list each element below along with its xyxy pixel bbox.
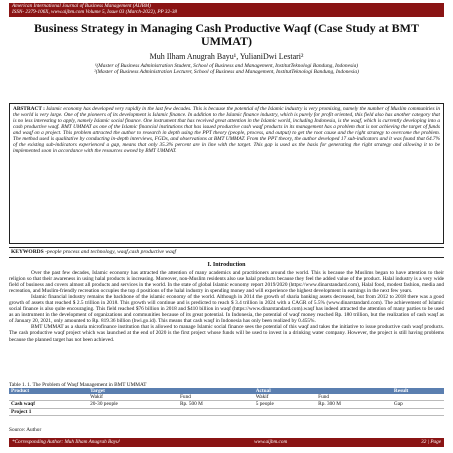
paragraph: Over the past few decades, Islamic economy has attracted the attention of many academics and practitioners around the world. This is because the Muslims began to have attention to their religion so that their awareness in using halal products is increasing. Moreover, non-Muslim residents also use halal products because they feel the added value of the product. Halal industry is a very wide field of business and covers almost all products and services in the world. In the state of global Islamic economy report 2019/2020 (https://www.dinarstandard.com), Halal food, modest fashion, media and recreation, and Muslim-friendly recreation occupies the top 4 positions of the halal industry in spending money and will experience the highest development in earnings in the next few years. [9, 270, 444, 295]
table-cell [316, 408, 392, 415]
table-cell [9, 394, 88, 401]
table-header-cell: Product [9, 388, 88, 394]
table-cell [178, 408, 254, 415]
keywords-line [9, 247, 444, 258]
journal-footer-band [9, 438, 444, 447]
journal-issn: ISSN- 2379-106X, www.aijbm.com Volume 5, Issue 03 (March-2022), PP 32-38 [12, 9, 178, 16]
paper-authors: Muh Ilham Anugrah Bayu¹, YulianiDwi Lestari² [149, 52, 304, 61]
journal-name: American International Journal of Business Management (AIJBM) [12, 3, 151, 9]
waqf-table [9, 388, 444, 416]
table-cell: 20-30 people [88, 401, 178, 408]
abstract-label: ABSTRACT : [13, 106, 45, 112]
table-cell: Fund [316, 394, 392, 401]
table-cell: Fund [178, 394, 254, 401]
body-text [9, 270, 444, 343]
abstract-box [9, 103, 444, 244]
journal-header-band [9, 3, 444, 17]
affiliations [9, 63, 444, 75]
table-subheader-row [9, 394, 444, 401]
table-source: Source: Author [9, 427, 42, 433]
abstract-text: Islamic economy has developed very rapidly in the last few decades. This is because the potential of the Islamic industry is very promising, namely the number of Muslim communities in the world is very large. One of the pioneers of its development is Islamic finance. In addition to the Islamic finance industry, which is purely for profit oriented, this field also has another category that is no less interesting to apply, namely Islamic social finance. One instrument that has received great attention in the Islamic world, including Indonesia, is the waqf, which is currently developing into a cash productive waqf. BMT UMMAT as one of the Islamic financial institutions that has issued productive cash waqf products in its management has a problem that is not achieving the target of funds and waqf on a project. This problem attracted the author to research in depth using the PPT theory (people, process, and output) to get the root cause and the right strategy to overcome the problem. The method used is qualitative by conducting in-depth interviews, FGDs, and observations at BMT UMMAT. From the PPT theory, the author developed 17 sub-indicators and it was found that 64.7% of the existing sub-indicators experienced a gap, means that only 35.3% percent are in line with the target. This gap is used as the basis for generating the right strategy and allowing it to be implemented soon in accordance with the resources owned by BMT UMMAT. [13, 106, 441, 155]
table-caption: Table 1. 1. The Problem of Waqf Management in BMT UMMAT [9, 382, 147, 388]
table-cell: Wakif [88, 394, 178, 401]
table-header-cell: Target [88, 388, 254, 394]
table-cell: Cash waqf [9, 401, 88, 408]
table-cell [392, 394, 444, 401]
table-row [9, 408, 444, 415]
corresponding-author: *Corresponding Author: Muh Ilham Anugrah Bayu¹ [12, 439, 121, 446]
paragraph: Islamic financial industry remains the backbone of the islamic economy of the world. Although in 2014 the growth of sharia banking assets decreased, but from 2012 to 2018 there was a good growth of assets that reached $ 2.5 trillion in 2018. This growth will continue and is predicted to reach $ 3.4 trillion in 2024 with a CAGR of 5.5% (www.dinarstandard.com). The achievement of Islamic social finance is also quite encouraging. This field reached $76 billion in 2018 and $410 billion in waqf (https://www.dinarstandard.com).waqf has indeed attracted the attention of many parties to be used as an instrument in the development of organizations and communities because of its great potential. In Indonesia, the potential of waqf money reached Rp. 180 trillion, but the realization of cash waqf as of January 20, 2021, only amounted to Rp. 819.36 billion (bwi.go.id). This means that cash waqf in Indonesia has only been realized by 0.455%. [9, 294, 444, 325]
section-heading: I. Introduction [207, 262, 246, 268]
table-cell: Wakif [254, 394, 316, 401]
paper-title: Business Strategy in Managing Cash Productive Waqf (Case Study at BMT UMMAT) [34, 21, 419, 48]
page-number: 32 | Page [421, 439, 441, 446]
keywords-label: KEYWORDS [11, 249, 44, 255]
table-header-cell: Result [392, 388, 444, 394]
table-cell [254, 408, 316, 415]
table-cell: Rp. 500 M [178, 401, 254, 408]
keywords-text: -people process and technology, waqf,cash productive waqf [43, 249, 177, 255]
table-cell: 5 people [254, 401, 316, 408]
table-cell [392, 408, 444, 415]
journal-url: www.aijbm.com [254, 439, 288, 446]
table-cell: Gap [392, 401, 444, 408]
affiliation-1: ¹(Master of Business Administration Student, School of Business and Management, InstitutTeknologi Bandung, Indonesia) [94, 63, 359, 69]
table-header-cell: Actual [254, 388, 392, 394]
table-cell: Rp. 300 M [316, 401, 392, 408]
table-row [9, 401, 444, 408]
paragraph: BMT UMMAT as a sharia microfinance institution that is allowed to manage Islamic social finance sees the potential of this waqf and takes the initiative to issue productive cash waqf products. The cash productive waqf project which was launched at the end of 2020 is the first project whose funds will be used to invest in a drinking water company. However, the project is still having problems because the planned target has not been achieved. [9, 324, 444, 343]
affiliation-2: ²(Master of Business Administration Lecturer, School of Business and Management, InstitutTeknologi Bandung, Indonesia) [94, 69, 359, 76]
table-cell: Project 1 [9, 408, 88, 415]
table-cell [88, 408, 178, 415]
